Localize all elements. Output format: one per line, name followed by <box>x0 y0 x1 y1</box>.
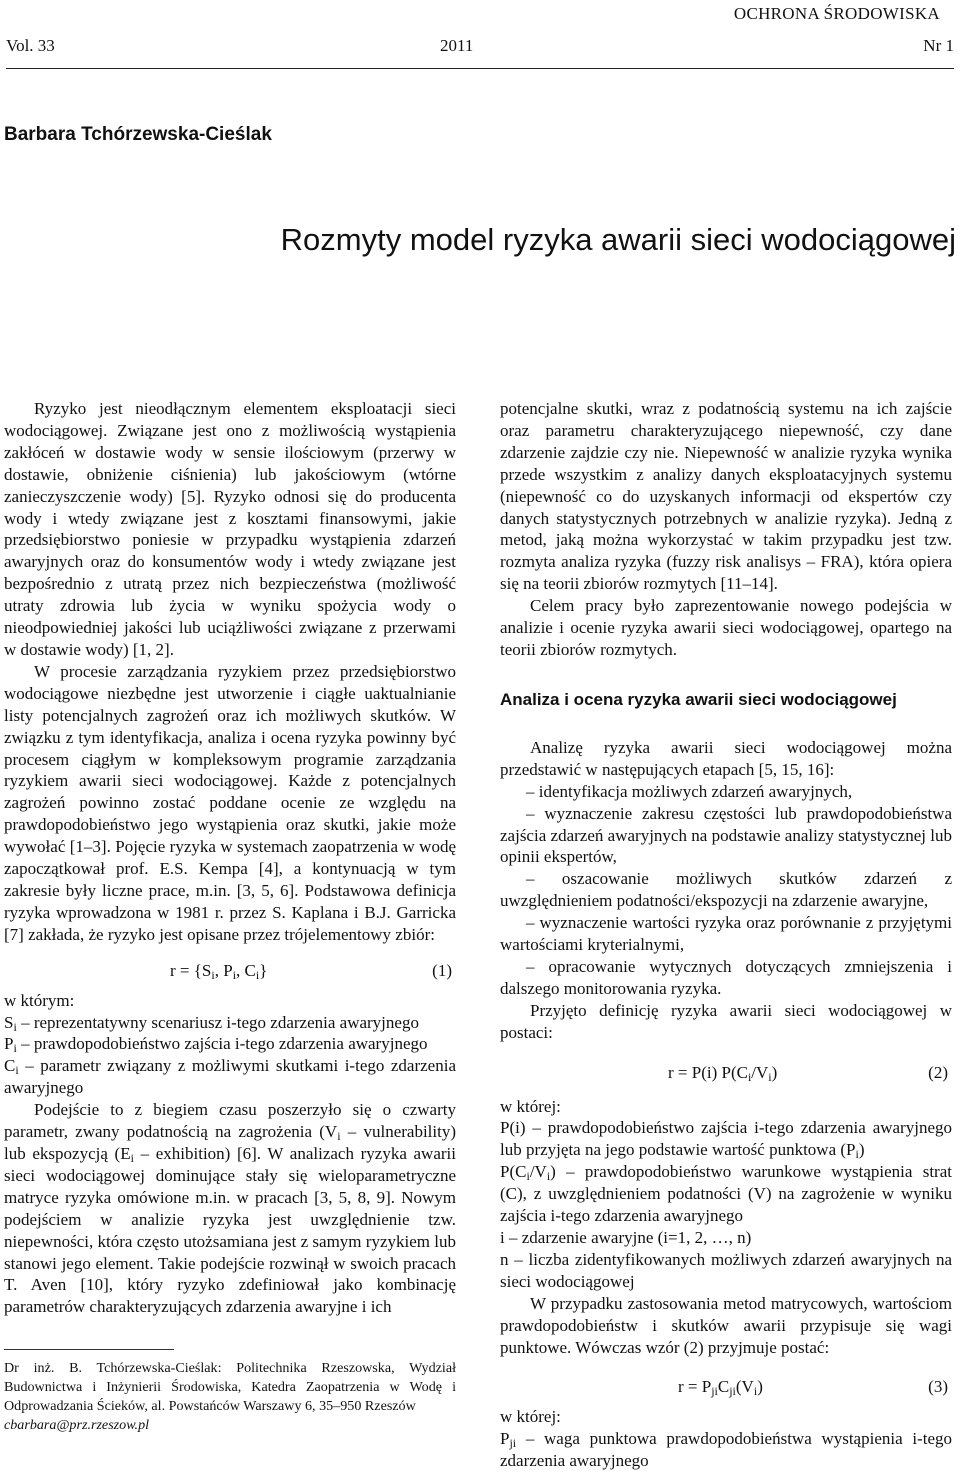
list-item: – wyznaczenie wartości ryzyka oraz porównanie z przyjętymi wartościami kryterialnymi, <box>500 913 952 955</box>
definition: $P_i$ – prawdopodobieństwo zajścia i-tego zdarzenia awaryjnego <box>4 1034 428 1056</box>
list-item: – oszacowanie możliwych skutków zdarzeń z uwzględnieniem podatności/ekspozycji na zdarzenie awaryjne, <box>500 869 952 911</box>
equation-number: (2) <box>928 1062 948 1082</box>
author-footnote <box>4 1359 456 1435</box>
journal-name: OCHRONA ŚRODOWISKA <box>733 4 940 23</box>
header-rule <box>6 68 954 69</box>
list-item: – opracowanie wytycznych dotyczących zmniejszenia i dalszego monitorowania ryzyka. <box>500 956 952 998</box>
definition: $P(C_i/V_i)$ – prawdopodobieństwo warunkowe wystąpienia strat (C), z uwzględnieniem podatności (V) na zagrożenie w wyniku zajścia i-tego zdarzenia awaryjnego <box>500 1162 952 1226</box>
paragraph: W przypadku zastosowania metod matrycowych, wartościom prawdopodobieństw i skutków awarii przypisuje się wagi punktowe. Wówczas wzór (2) przyjmuje postać: <box>500 1293 952 1357</box>
issue-number: Nr 1 <box>923 36 954 55</box>
equation-body: $r = P_{ji}C_{ji}(V_i)$ <box>678 1377 763 1399</box>
definition: i – zdarzenie awaryjne (i=1, 2, …, n) <box>500 1228 752 1247</box>
right-column <box>500 398 952 1471</box>
paragraph: Analizę ryzyka awarii sieci wodociągowej można przedstawić w następujących etapach [5, 15, 16]: <box>500 737 952 779</box>
equation-3 <box>500 1372 952 1402</box>
paragraph: Podejście to z biegiem czasu poszerzyło się o czwarty parametr, zwany podatnością na zagrożenia ($V_i$ – vulnerability) lub ekspozycją ($E_i$ – exhibition) [6]. W analizach ryzyka awarii sieci wodociągowej dominujące stały się wieloparametryczne matryce ryzyka omówione m.in. w pracach [3, 5, 8, 9]. Nowym podejściem w analizie ryzyka jest uwzględnienie tzw. niepewności, która często utożsamiana jest z samym ryzykiem lub stanowi jego element. Takie podejście rozwinął w swoich pracach T. Aven [10], który ryzyko zdefiniował jako kombinację parametrów charakteryzujących zdarzenia awaryjne i ich <box>4 1100 456 1317</box>
author-name: Barbara Tchórzewska-Cieślak <box>4 124 272 145</box>
paragraph: Celem pracy było zaprezentowanie nowego podejścia w analizie i ocenie ryzyka awarii sieci wodociągowej, opartego na teorii zbiorów rozmytych. <box>500 596 952 659</box>
where-label: w którym: <box>4 990 75 1010</box>
list-item: – wyznaczenie zakresu częstości lub prawdopodobieństwa zajścia zdarzeń awaryjnych na podstawie analizy statystycznej lub opinii ekspertów, <box>500 803 952 867</box>
equation-2 <box>500 1058 952 1088</box>
list-item: – identyfikacja możliwych zdarzeń awaryjnych, <box>526 781 853 801</box>
paragraph: W procesie zarządzania ryzykiem przez przedsiębiorstwo wodociągowe niezbędne jest utworzenie i ciągłe uaktualnianie listy potencjalnych zagrożeń oraz ich możliwych skutków. W związku z tym identyfikacja, analiza i ocena ryzyka powinny być procesem ciągłym w kompleksowym programie zarządzania ryzykiem awarii sieci wodociągowej. Każde z potencjalnych zagrożeń powinno zostać poddane ocenie ze względu na prawdopodobieństwo jego wystąpienia oraz skutki, jakie może wywołać [1–3]. Pojęcie ryzyka w systemach zaopatrzenia w wodę zapoczątkował prof. E.S. Kempa [4], a kontynuacją w tym zakresie były liczne prace, m.in. [3, 5, 6]. Podstawowa definicja ryzyka wprowadzona w 1981 r. przez S. Kaplana i B.J. Garricka [7] zakłada, że ryzyko jest opisane przez trójelementowy zbiór: <box>4 661 456 944</box>
year-label: 2011 <box>440 36 474 55</box>
definition: $P_{ji}$ – waga punktowa prawdopodobieństwa wystąpienia i-tego zdarzenia awaryjnego <box>500 1429 952 1471</box>
author-email[interactable]: cbarbara@prz.rzeszow.pl <box>4 1417 150 1433</box>
left-column <box>4 398 456 1348</box>
equation-body: $r = \{S_i$, $P_i$, $C_i$} <box>170 960 268 982</box>
definition: $C_i$ – parametr związany z możliwymi skutkami i-tego zdarzenia awaryjnego <box>4 1056 456 1098</box>
definition: n – liczba zidentyfikowanych możliwych zdarzeń awaryjnych na sieci wodociągowej <box>500 1249 952 1291</box>
footnote-rule <box>4 1349 174 1350</box>
equation-number: (3) <box>928 1377 948 1397</box>
paragraph: Ryzyko jest nieodłącznym elementem eksploatacji sieci wodociągowej. Związane jest ono z możliwością wystąpienia zakłóceń w dostawie wody w sensie ilościowym (przerwy w dostawie, obniżenie ciśnienia) lub jakościowym (wtórne zanieczyszczenie wody) [5]. Ryzyko odnosi się do producenta wody i wtedy związane jest z kosztami finansowymi, jakie przedsiębiorstwo poniesie w przypadku wystąpienia zdarzeń awaryjnych oraz do konsumentów wody i wtedy związane jest bezpośrednio z utratą przez nich bezpieczeństwa (możliwość utraty zdrowia lub życia w wyniku spożycia wody o nieodpowiedniej jakości lub uciążliwości związane z przerwami w dostawie wody) [1, 2]. <box>4 399 456 659</box>
equation-number: (1) <box>432 960 452 980</box>
where-label: w której: <box>500 1407 561 1427</box>
where-label: w której: <box>500 1096 561 1116</box>
section-heading: Analiza i ocena ryzyka awarii sieci wodociągowej <box>500 689 897 709</box>
issue-line <box>6 36 954 58</box>
paragraph: potencjalne skutki, wraz z podatnością systemu na ich zajście oraz parametru charakteryzującego niepewność, czy dane zdarzenie zajdzie czy nie. Niepewność w analizie ryzyka wynika przede wszystkim z analizy danych eksploatacyjnych systemu (niepewność co do uzyskanych informacji od ekspertów czy danych statystycznych potrzebnych w analizie ryzyka). Jedną z metod, jaką można wykorzystać w takim przypadku jest tzw. rozmyta analiza ryzyka (fuzzy risk analisys – FRA), która opiera się na teorii zbiorów rozmytych [11–14]. <box>500 399 952 594</box>
volume-label: Vol. 33 <box>6 36 55 55</box>
definition: $S_i$ – reprezentatywny scenariusz i-tego zdarzenia awaryjnego <box>4 1012 419 1034</box>
equation-body: r = P(i) $P(C_i/V_i)$ <box>668 1062 778 1084</box>
equation-1 <box>4 956 456 986</box>
footnote-affiliation: Dr inż. B. Tchórzewska-Cieślak: Politechnika Rzeszowska, Wydział Budownictwa i Inżynierii Środowiska, Katedra Zaopatrzenia w Wodę i Odprowadzania Ścieków, al. Powstańców Warszawy 6, 35–950 Rzeszów <box>4 1360 456 1414</box>
definition: P(i) – prawdopodobieństwo zajścia i-tego zdarzenia awaryjnego lub przyjęta na jego podstawie wartość punktowa $(P_i)$ <box>500 1118 952 1162</box>
article-title: Rozmyty model ryzyka awarii sieci wodociągowej <box>280 222 956 257</box>
paragraph: Przyjęto definicję ryzyka awarii sieci wodociągowej w postaci: <box>500 1000 952 1042</box>
